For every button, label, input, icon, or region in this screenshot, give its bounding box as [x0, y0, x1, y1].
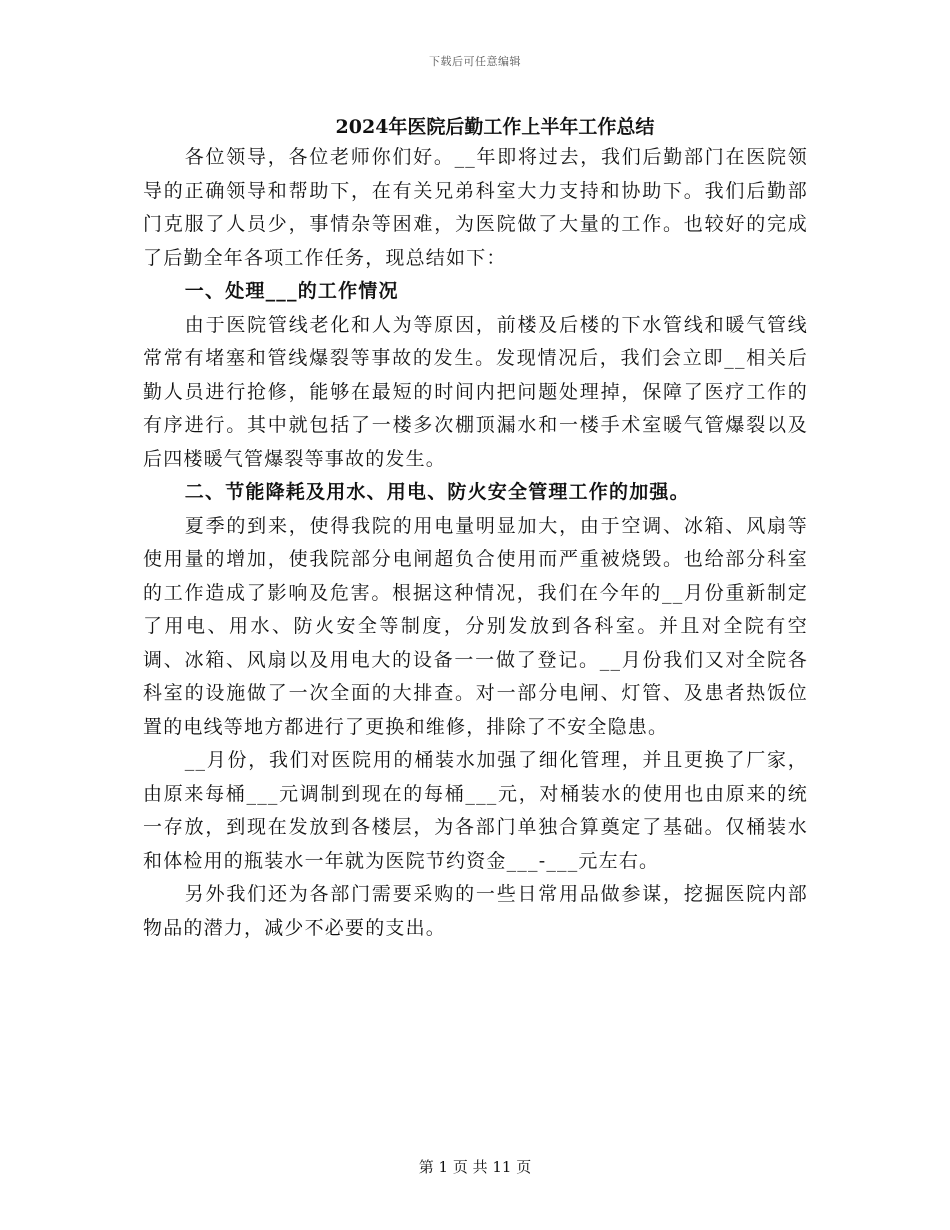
- page-number: 第 1 页 共 11 页: [418, 1158, 532, 1176]
- paragraph-bottled-water: __月份，我们对医院用的桶装水加强了细化管理，并且更换了厂家，由原来每桶___元调制到现在的每桶___元，对桶装水的使用也由原来的统一存放，到现在发放到各楼层，为各部门单独合算奠定了基础。仅桶装水和体检用的瓶装水一年就为医院节约资金___-___元左右。: [143, 749, 808, 872]
- document-title: 2024年医院后勤工作上半年工作总结: [335, 116, 655, 138]
- document-body: [143, 141, 808, 945]
- section-heading-1: 一、处理___的工作情况: [184, 280, 399, 302]
- section-heading-2: 二、节能降耗及用水、用电、防火安全管理工作的加强。: [184, 481, 690, 503]
- paragraph-electricity-safety: 夏季的到来，使得我院的用电量明显加大，由于空调、冰箱、风扇等使用量的增加，使我院部分电闸超负合使用而严重被烧毁。也给部分科室的工作造成了影响及危害。根据这种情况，我们在今年的__月份重新制定了用电、用水、防火安全等制度，分别发放到各科室。并且对全院有空调、冰箱、风扇以及用电大的设备一一做了登记。__月份我们又对全院各科室的设施做了一次全面的大排查。对一部分电闸、灯管、及患者热饭位置的电线等地方都进行了更换和维修，排除了不安全隐患。: [143, 514, 808, 738]
- paragraph-procurement: 另外我们还为各部门需要采购的一些日常用品做参谋，挖掘医院内部物品的潜力，减少不必要的支出。: [143, 883, 808, 939]
- header-note: 下载后可任意编辑: [429, 55, 521, 68]
- paragraph-intro: 各位领导，各位老师你们好。__年即将过去，我们后勤部门在医院领导的正确领导和帮助下，在有关兄弟科室大力支持和协助下。我们后勤部门克服了人员少，事情杂等困难，为医院做了大量的工作。也较好的完成了后勤全年各项工作任务，现总结如下：: [143, 146, 808, 269]
- paragraph-pipeline-repair: 由于医院管线老化和人为等原因，前楼及后楼的下水管线和暖气管线常常有堵塞和管线爆裂等事故的发生。发现情况后，我们会立即__相关后勤人员进行抢修，能够在最短的时间内把问题处理掉，保障了医疗工作的有序进行。其中就包括了一楼多次棚顶漏水和一楼手术室暖气管爆裂以及后四楼暖气管爆裂等事故的发生。: [143, 313, 808, 470]
